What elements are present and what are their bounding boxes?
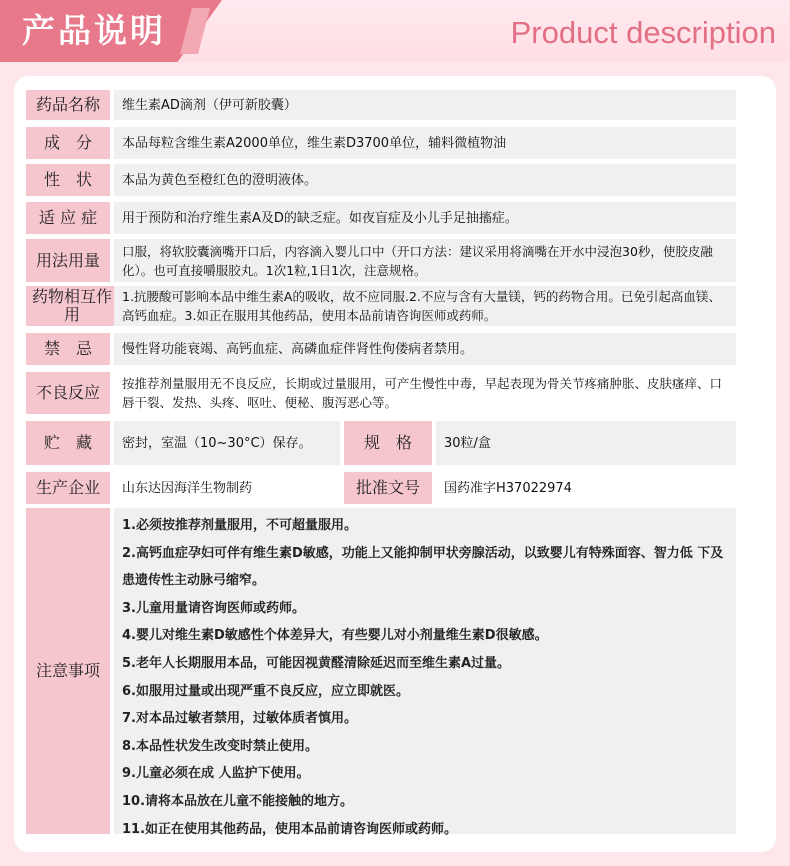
label-composition: 成 分 (26, 127, 110, 159)
label-interactions: 药物相互作用 (26, 286, 118, 326)
value-contraindications: 慢性肾功能衰竭、高钙血症、高磷血症伴肾性佝偻病者禁用。 (114, 333, 736, 365)
label-name: 药品名称 (26, 90, 110, 120)
value-spec: 30粒/盒 (436, 421, 736, 465)
value-indications: 用于预防和治疗维生素A及D的缺乏症。如夜盲症及小儿手足抽搐症。 (114, 202, 736, 234)
label-indications: 适 应 症 (26, 202, 110, 234)
value-approval: 国药准字H37022974 (436, 472, 736, 504)
row-contraindications (26, 333, 736, 365)
label-appearance: 性 状 (26, 164, 110, 196)
row-manufacturer (26, 472, 736, 504)
note-item: 10.请将本品放在儿童不能接触的地方。 (122, 793, 354, 809)
value-interactions: 1.抗腰酸可影响本品中维生素A的吸收，故不应同服.2.不应与含有大量镁，钙的药物合用。已免引起高血镁、高钙血症。3.如正在服用其他药品，使用本品前请咨询医师或药师。 (114, 286, 736, 326)
label-spec: 规 格 (344, 421, 432, 465)
note-item: 3.儿童用量请咨询医师或药师。 (122, 600, 305, 616)
label-contraindications: 禁 忌 (26, 333, 110, 365)
note-item: 6.如服用过量或出现严重不良反应，应立即就医。 (122, 683, 409, 699)
page-header (0, 0, 790, 62)
note-item: 1.必须按推荐剂量服用，不可超量服用。 (122, 518, 357, 533)
row-notes (26, 508, 736, 837)
note-item: 9.儿童必须在成 人监护下使用。 (122, 766, 310, 782)
label-usage: 用法用量 (26, 239, 110, 282)
value-storage: 密封，室温（10~30°C）保存。 (114, 421, 340, 465)
note-item: 5.老年人长期服用本品，可能因视黄醛清除延迟而至维生素A过量。 (122, 655, 511, 671)
note-item: 11.如正在使用其他药品，使用本品前请咨询医师或药师。 (122, 821, 458, 837)
row-appearance (26, 164, 736, 196)
row-composition (26, 127, 736, 159)
value-usage: 口服，将软胶囊滴嘴开口后，内容滴入婴儿口中（开口方法：建议采用将滴嘴在开水中浸泡30秒，使胶皮融化）。也可直接嚼服胶丸。1次1粒,1日1次，注意规格。 (114, 239, 736, 282)
notes-list (114, 508, 736, 837)
row-usage (26, 239, 736, 282)
row-adverse (26, 372, 736, 414)
label-storage: 贮 藏 (26, 421, 110, 465)
label-approval: 批准文号 (344, 472, 432, 504)
row-indications (26, 202, 736, 234)
row-storage (26, 421, 736, 465)
label-manufacturer: 生产企业 (26, 472, 110, 504)
value-name: 维生素AD滴剂（伊可新胶囊） (114, 90, 736, 120)
note-item: 2.高钙血症孕妇可伴有维生素D敏感，功能上又能抑制甲状旁腺活动，以致婴儿有特殊面容、智力低 下及患遗传性主动脉弓缩窄。 (122, 545, 724, 589)
value-composition: 本品每粒含维生素A2000单位，维生素D3700单位，辅料微植物油 (114, 127, 736, 159)
value-appearance: 本品为黄色至橙红色的澄明液体。 (114, 164, 736, 196)
title-english: Product description (510, 15, 776, 50)
row-interactions (26, 286, 736, 326)
note-item: 4.婴儿对维生素D敏感性个体差异大，有些婴儿对小剂量维生素D很敏感。 (122, 628, 548, 644)
label-adverse: 不良反应 (26, 372, 110, 414)
note-item: 8.本品性状发生改变时禁止使用。 (122, 738, 318, 754)
note-item: 7.对本品过敏者禁用，过敏体质者慎用。 (122, 711, 357, 727)
title-chinese: 产品说明 (22, 11, 166, 50)
value-adverse: 按推荐剂量服用无不良反应，长期或过量服用，可产生慢性中毒，早起表现为骨关节疼痛肿胀、皮肤瘙痒、口唇干裂、发热、头疼、呕吐、便秘、腹泻恶心等。 (114, 372, 736, 414)
label-notes: 注意事项 (26, 508, 110, 834)
value-manufacturer: 山东达因海洋生物制药 (114, 472, 340, 504)
row-name (26, 90, 736, 120)
